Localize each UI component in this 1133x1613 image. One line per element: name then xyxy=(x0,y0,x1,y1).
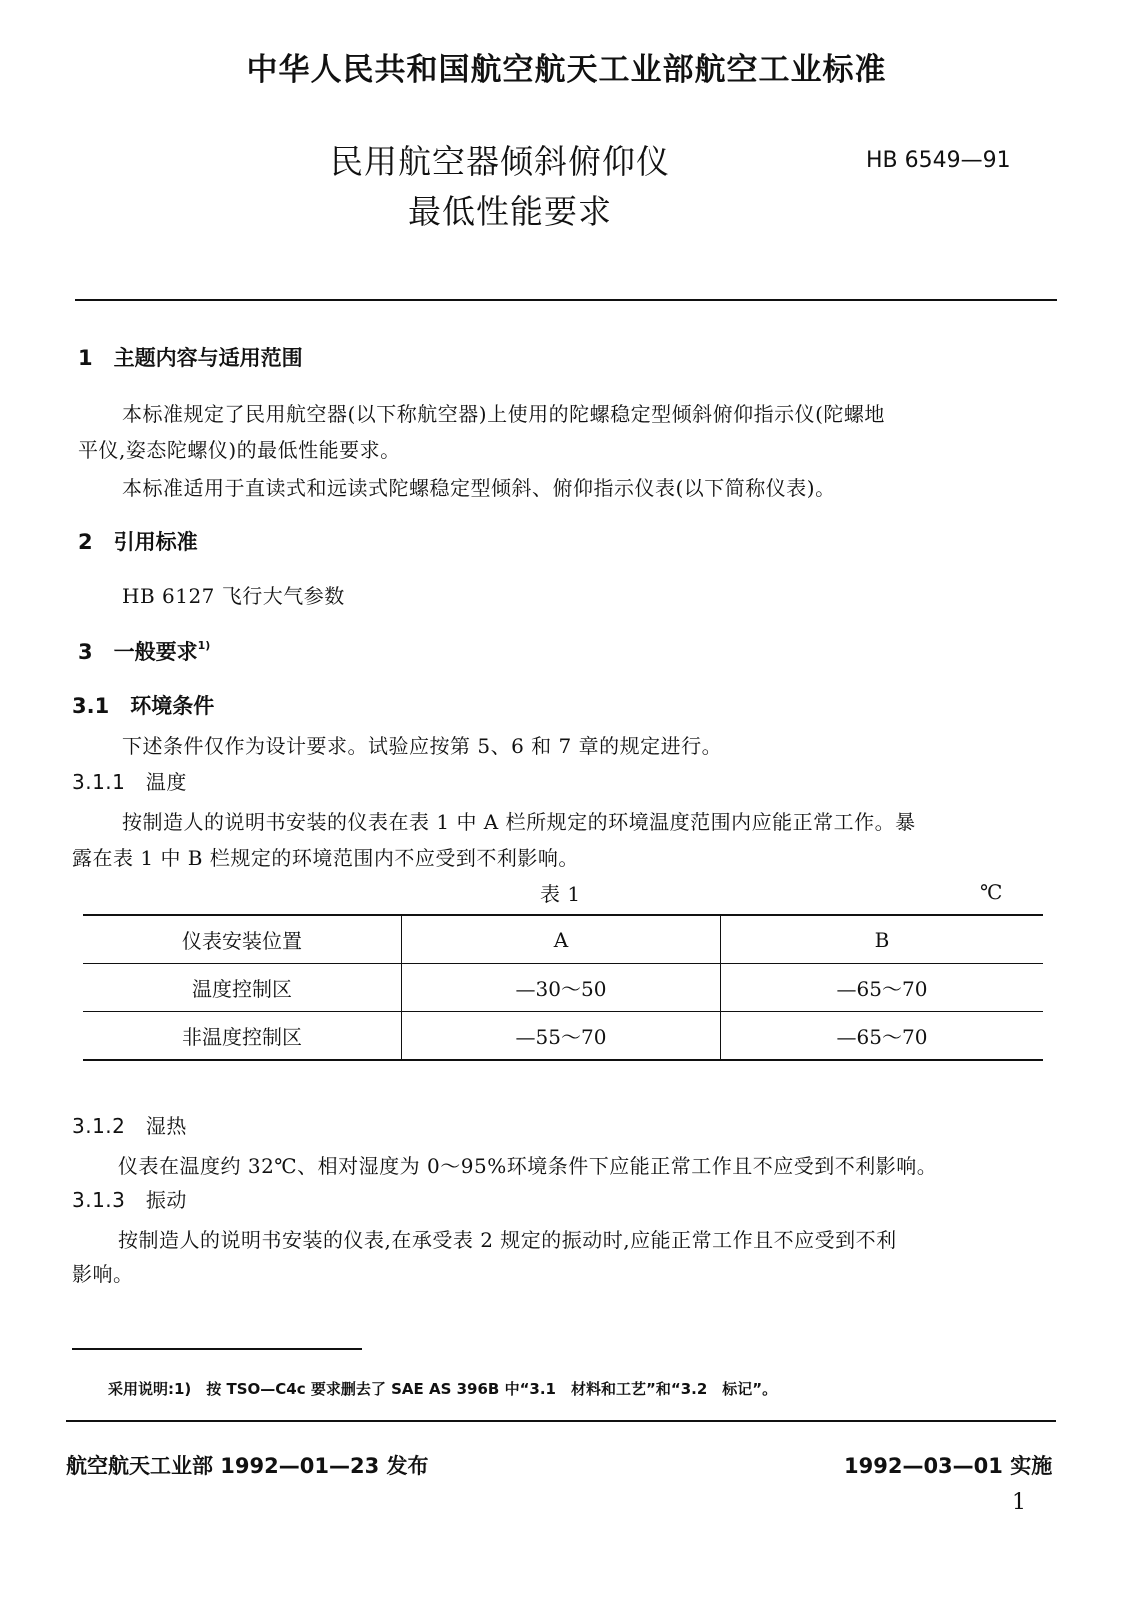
table-cell: 非温度控制区 xyxy=(83,1012,402,1061)
section-3-1-3-line1: 按制造人的说明书安装的仪表,在承受表 2 规定的振动时,应能正常工作且不应受到不利 xyxy=(118,1228,897,1252)
table-cell: —30～50 xyxy=(402,964,721,1012)
section-3-1-3-heading: 3.1.3 振动 xyxy=(72,1188,187,1212)
section-3-1-1-heading: 3.1.1 温度 xyxy=(72,770,187,794)
column-header-location: 仪表安装位置 xyxy=(83,915,402,964)
table-1 xyxy=(83,914,1043,1061)
column-header-b: B xyxy=(721,915,1044,964)
section-3-1-heading: 3.1 环境条件 xyxy=(72,694,215,718)
section-3-1-1-line2: 露在表 1 中 B 栏规定的环境范围内不应受到不利影响。 xyxy=(72,846,579,870)
table-1-caption: 表 1 xyxy=(540,882,581,906)
issuing-standard-header: 中华人民共和国航空航天工业部航空工业标准 xyxy=(246,52,887,88)
footer-divider xyxy=(66,1420,1056,1422)
table-cell: —65～70 xyxy=(721,964,1044,1012)
issue-date: 航空航天工业部 1992—01—23 发布 xyxy=(66,1454,429,1478)
standard-number: HB 6549—91 xyxy=(866,148,1011,173)
table-cell: —65～70 xyxy=(721,1012,1044,1061)
title-divider xyxy=(75,299,1057,301)
section-3-heading xyxy=(78,636,210,666)
table-row xyxy=(83,1012,1043,1061)
table-header-row xyxy=(83,915,1043,964)
table-row xyxy=(83,964,1043,1012)
section-3-1-2-heading: 3.1.2 湿热 xyxy=(72,1114,187,1138)
footnote-marker: 1) xyxy=(197,639,211,652)
section-3-1-3-line2: 影响。 xyxy=(72,1262,134,1286)
section-3-1-text: 下述条件仅作为设计要求。试验应按第 5、6 和 7 章的规定进行。 xyxy=(122,734,723,758)
section-3-1-1-line1: 按制造人的说明书安装的仪表在表 1 中 A 栏所规定的环境温度范围内应能正常工作。暴 xyxy=(122,810,916,834)
table-cell: —55～70 xyxy=(402,1012,721,1061)
section-1-paragraph-1-line1: 本标准规定了民用航空器(以下称航空器)上使用的陀螺稳定型倾斜俯仰指示仪(陀螺地 xyxy=(122,402,885,426)
table-1-unit: ℃ xyxy=(980,880,1003,904)
section-1-paragraph-1-line2: 平仪,姿态陀螺仪)的最低性能要求。 xyxy=(78,438,401,462)
footnote: 采用说明:1) 按 TSO—C4c 要求删去了 SAE AS 396B 中“3.1 材料和工艺”和“3.2 标记”。 xyxy=(108,1380,778,1398)
footnote-separator xyxy=(72,1348,362,1350)
document-title-line2: 最低性能要求 xyxy=(408,192,612,231)
section-3-heading-text: 3 一般要求 xyxy=(78,640,198,664)
table-cell: 温度控制区 xyxy=(83,964,402,1012)
section-2-heading: 2 引用标准 xyxy=(78,530,198,554)
referenced-standard: HB 6127 飞行大气参数 xyxy=(122,584,345,608)
section-3-1-2-text: 仪表在温度约 32℃、相对湿度为 0～95%环境条件下应能正常工作且不应受到不利影响。 xyxy=(118,1154,938,1178)
page-number: 1 xyxy=(1012,1490,1026,1515)
section-1-paragraph-2: 本标准适用于直读式和远读式陀螺稳定型倾斜、俯仰指示仪表(以下简称仪表)。 xyxy=(122,476,836,500)
column-header-a: A xyxy=(402,915,721,964)
section-1-heading: 1 主题内容与适用范围 xyxy=(78,346,303,370)
document-title-line1: 民用航空器倾斜俯仰仪 xyxy=(330,142,670,181)
effective-date: 1992—03—01 实施 xyxy=(844,1454,1053,1478)
